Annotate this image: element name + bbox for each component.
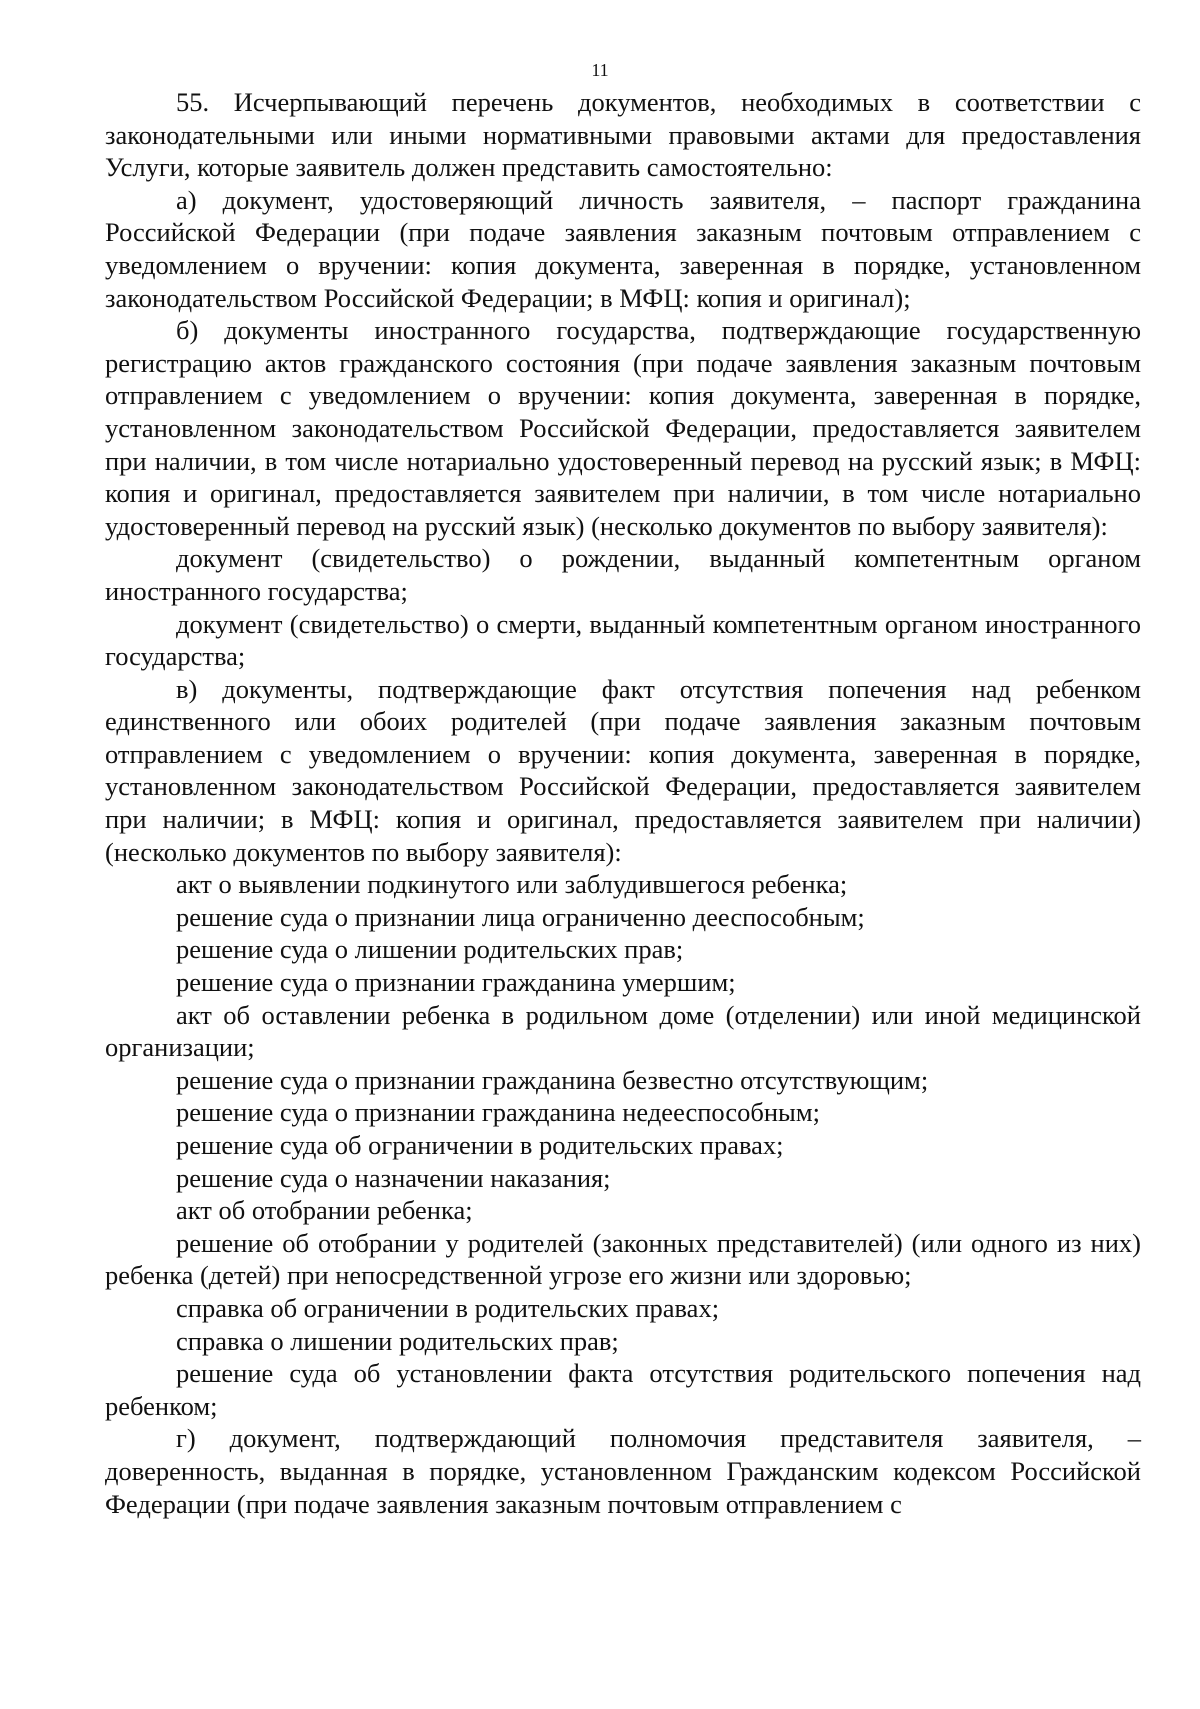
list-item: решение суда об установлении факта отсутствия родительского попечения над ребенком; xyxy=(105,1358,1141,1421)
paragraph-subitem-a: а) документ, удостоверяющий личность заявителя, – паспорт гражданина Российской Федерации (при подаче заявления заказным почтовым отправлением с уведомлением о вручении: копия документа, заверенная в порядке, установленном законодательством Российской Федерации; в МФЦ: копия и оригинал); xyxy=(105,184,1141,313)
list-item: документ (свидетельство) о смерти, выданный компетентным органом иностранного государства; xyxy=(105,608,1141,672)
paragraph-subitem-g: г) документ, подтверждающий полномочия представителя заявителя, – доверенность, выданная в порядке, установленном Гражданским кодексом Российской Федерации (при подаче заявления заказным почтовым отправлением с xyxy=(105,1423,1141,1519)
list-item: решение суда о признании гражданина безвестно отсутствующим; xyxy=(176,1064,929,1095)
list-item: решение об отобрании у родителей (законных представителей) (или одного из них) ребенка (детей) при непосредственной угрозе его жизни или здоровью; xyxy=(105,1227,1141,1291)
list-item: решение суда о лишении родительских прав; xyxy=(176,934,684,965)
page-number: 11 xyxy=(591,60,609,80)
list-item: решение суда о признании гражданина недееспособным; xyxy=(176,1097,820,1128)
paragraph-subitem-b: б) документы иностранного государства, подтверждающие государственную регистрацию актов гражданского состояния (при подаче заявления заказным почтовым отправлением с уведомлением о вручении: копия документа, заверенная в порядке, установленном законодательством Российской Федерации, предоставляется заявителем при наличии, в том числе нотариально удостоверенный перевод на русский язык; в МФЦ: копия и оригинал, предоставляется заявителем при наличии, в том числе нотариально удостоверенный перевод на русский язык) (несколько документов по выбору заявителя): xyxy=(105,315,1141,541)
list-item: решение суда о назначении наказания; xyxy=(176,1162,611,1193)
list-item: решение суда о признании гражданина умершим; xyxy=(176,967,736,998)
list-item: справка о лишении родительских прав; xyxy=(176,1325,619,1356)
list-item: решение суда о признании лица ограниченно дееспособным; xyxy=(176,901,865,932)
list-item: акт об отобрании ребенка; xyxy=(176,1195,473,1226)
list-item: акт об оставлении ребенка в родильном доме (отделении) или иной медицинской организации; xyxy=(105,999,1141,1063)
list-item: справка об ограничении в родительских правах; xyxy=(176,1292,720,1323)
list-item: документ (свидетельство) о рождении, выданный компетентным органом иностранного государства; xyxy=(105,543,1141,606)
paragraph-subitem-v: в) документы, подтверждающие факт отсутствия попечения над ребенком единственного или обоих родителей (при подаче заявления заказным почтовым отправлением с уведомлением о вручении: копия документа, заверенная в порядке, установленном законодательством Российской Федерации, предоставляется заявителем при наличии; в МФЦ: копия и оригинал, предоставляется заявителем при наличии) (несколько документов по выбору заявителя): xyxy=(105,673,1141,867)
document-body xyxy=(105,86,1141,1520)
list-item: акт о выявлении подкинутого или заблудившегося ребенка; xyxy=(176,869,848,900)
paragraph-item-55: 55. Исчерпывающий перечень документов, необходимых в соответствии с законодательными или иными нормативными правовыми актами для предоставления Услуги, которые заявитель должен представить самостоятельно: xyxy=(105,87,1141,183)
list-item: решение суда об ограничении в родительских правах; xyxy=(176,1130,784,1160)
